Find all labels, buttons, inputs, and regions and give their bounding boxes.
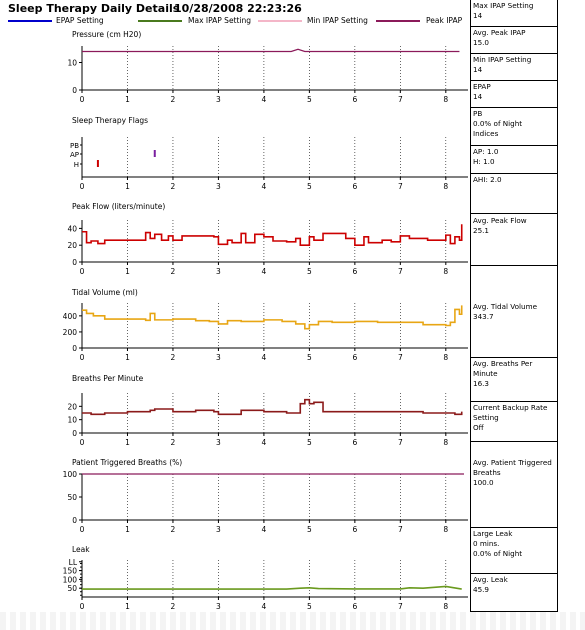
x-tick-label-leak: 3 — [216, 602, 221, 611]
x-tick-label-tidal: 3 — [216, 353, 221, 362]
stat-cell — [471, 54, 557, 81]
x-tick-label-breaths: 4 — [261, 438, 267, 447]
y-tick-label-leak: 100 — [62, 575, 77, 585]
x-tick-label-breaths: 0 — [79, 438, 85, 447]
y-tick-label-tidal: 200 — [62, 327, 77, 337]
stat-cell — [471, 442, 557, 528]
legend-label-peak-ipap: Peak IPAP — [426, 16, 463, 25]
stat-line: Setting — [473, 413, 499, 422]
chart-title-peakflow: Peak Flow (liters/minute) — [72, 202, 166, 211]
stat-line: 0.0% of Night — [473, 119, 523, 128]
stat-cell — [471, 146, 557, 174]
stat-line: AP: 1.0 — [473, 147, 499, 156]
x-tick-label-tidal: 7 — [397, 353, 403, 362]
x-tick-label-flags: 6 — [352, 182, 358, 191]
series-line-leak — [82, 586, 462, 589]
stat-line: Avg. Leak — [473, 575, 508, 584]
x-tick-label-flags: 8 — [443, 182, 449, 191]
x-tick-label-peakflow: 2 — [170, 267, 176, 276]
x-tick-label-pressure: 8 — [443, 95, 449, 104]
x-tick-label-flags: 0 — [79, 182, 85, 191]
x-tick-label-leak: 4 — [261, 602, 267, 611]
x-tick-label-tidal: 8 — [443, 353, 449, 362]
chart-title-breaths: Breaths Per Minute — [72, 374, 144, 383]
x-tick-label-leak: 5 — [306, 602, 312, 611]
chart-title-triggered: Patient Triggered Breaths (%) — [72, 458, 183, 467]
x-tick-label-peakflow: 3 — [216, 267, 221, 276]
flag-mark-h — [97, 160, 99, 167]
y-tick-label-pressure: 10 — [67, 58, 77, 68]
y-tick-label-peakflow: 20 — [67, 241, 77, 251]
flag-mark-ap — [154, 150, 156, 157]
x-tick-label-pressure: 3 — [216, 95, 221, 104]
flag-label-h: H — [73, 161, 79, 169]
series-line-peakflow — [82, 224, 462, 245]
stat-line: 0.0% of Night — [473, 549, 523, 558]
legend-label-min-ipap: Min IPAP Setting — [307, 16, 368, 25]
stat-cell — [471, 214, 557, 266]
y-tick-label-peakflow: 0 — [72, 258, 77, 267]
stat-line: Current Backup Rate — [473, 403, 548, 412]
x-tick-label-flags: 1 — [125, 182, 130, 191]
chart-title-pressure: Pressure (cm H20) — [72, 30, 142, 39]
x-tick-label-leak: 6 — [352, 602, 358, 611]
series-line-breaths — [82, 400, 462, 415]
x-tick-label-leak: 1 — [125, 602, 130, 611]
y-tick-label-triggered: 100 — [62, 470, 77, 479]
stat-cell — [471, 266, 557, 358]
x-tick-label-leak: 0 — [79, 602, 85, 611]
x-tick-label-breaths: 6 — [352, 438, 358, 447]
stat-line: Large Leak — [473, 529, 513, 538]
chart-title-flags: Sleep Therapy Flags — [72, 116, 149, 125]
flag-label-ap: AP — [69, 151, 79, 159]
stat-cell — [471, 81, 557, 108]
x-tick-label-breaths: 8 — [443, 438, 449, 447]
x-tick-label-triggered: 1 — [125, 525, 130, 534]
x-tick-label-tidal: 1 — [125, 353, 130, 362]
stat-line: 343.7 — [473, 312, 494, 321]
stat-line: Avg. Patient Triggered — [473, 458, 552, 467]
stat-line: Off — [473, 423, 484, 432]
stat-line: Avg. Peak IPAP — [473, 28, 526, 37]
stat-cell — [471, 0, 557, 27]
chart-title-tidal: Tidal Volume (ml) — [72, 288, 138, 297]
x-tick-label-peakflow: 6 — [352, 267, 358, 276]
x-tick-label-triggered: 4 — [261, 525, 267, 534]
x-tick-label-breaths: 1 — [125, 438, 130, 447]
stat-line: Indices — [473, 129, 499, 138]
stat-cell — [471, 574, 557, 612]
y-tick-label-leak: 50 — [67, 584, 77, 594]
x-tick-label-peakflow: 0 — [79, 267, 85, 276]
x-tick-label-triggered: 7 — [397, 525, 403, 534]
stat-line: PB — [473, 109, 483, 118]
y-tick-label-triggered: 0 — [72, 516, 77, 525]
y-tick-label-breaths: 0 — [72, 429, 77, 438]
stat-cell — [471, 27, 557, 54]
x-tick-label-flags: 4 — [261, 182, 267, 191]
y-tick-label-tidal: 0 — [72, 344, 77, 353]
y-tick-label-leak: 150 — [62, 566, 77, 576]
chart-title-leak: Leak — [72, 545, 90, 554]
y-tick-label-triggered: 50 — [67, 493, 77, 502]
stat-line: 45.9 — [473, 585, 490, 594]
x-tick-label-peakflow: 5 — [306, 267, 312, 276]
stat-line: 25.1 — [473, 226, 490, 235]
stat-cell — [471, 402, 557, 442]
x-tick-label-peakflow: 7 — [397, 267, 403, 276]
y-tick-label-breaths: 10 — [67, 415, 77, 425]
x-tick-label-leak: 2 — [170, 602, 176, 611]
stat-cell — [471, 108, 557, 146]
stat-line: Minute — [473, 369, 498, 378]
x-tick-label-breaths: 5 — [306, 438, 312, 447]
x-tick-label-flags: 2 — [170, 182, 176, 191]
stat-line: Max IPAP Setting — [473, 1, 534, 10]
stat-line: 16.3 — [473, 379, 490, 388]
stat-cell — [471, 174, 557, 214]
x-tick-label-peakflow: 4 — [261, 267, 267, 276]
y-tick-label-leak: LL — [68, 557, 77, 567]
legend-label-max-ipap: Max IPAP Setting — [188, 16, 252, 25]
stat-line: Avg. Breaths Per — [473, 359, 533, 368]
stat-cell — [471, 528, 557, 574]
x-tick-label-pressure: 0 — [79, 95, 85, 104]
report-datetime: 10/28/2008 22:23:26 — [174, 2, 302, 15]
y-tick-label-pressure: 0 — [72, 86, 77, 95]
stat-line: Avg. Peak Flow — [473, 216, 527, 225]
series-line-pressure — [82, 49, 459, 51]
x-tick-label-tidal: 0 — [79, 353, 85, 362]
stat-line: Breaths — [473, 468, 501, 477]
y-tick-label-peakflow: 40 — [67, 224, 77, 234]
x-tick-label-triggered: 3 — [216, 525, 221, 534]
series-line-tidal — [82, 305, 462, 328]
x-tick-label-flags: 7 — [397, 182, 403, 191]
x-tick-label-triggered: 6 — [352, 525, 358, 534]
stat-cell — [471, 358, 557, 402]
x-tick-label-flags: 3 — [216, 182, 221, 191]
stat-line: 100.0 — [473, 478, 494, 487]
x-tick-label-triggered: 2 — [170, 525, 176, 534]
x-tick-label-leak: 8 — [443, 602, 449, 611]
stats-sidebar — [470, 0, 558, 612]
bottom-edge-strip — [0, 612, 585, 630]
x-tick-label-triggered: 5 — [306, 525, 312, 534]
stat-line: 14 — [473, 92, 483, 101]
x-tick-label-pressure: 1 — [125, 95, 130, 104]
x-tick-label-flags: 5 — [306, 182, 312, 191]
x-tick-label-peakflow: 8 — [443, 267, 449, 276]
x-tick-label-tidal: 4 — [261, 353, 267, 362]
report-title: Sleep Therapy Daily Details — [8, 2, 180, 15]
stat-line: Avg. Tidal Volume — [473, 302, 538, 311]
x-tick-label-leak: 7 — [397, 602, 403, 611]
x-tick-label-pressure: 6 — [352, 95, 358, 104]
stat-line: H: 1.0 — [473, 157, 495, 166]
x-tick-label-peakflow: 1 — [125, 267, 130, 276]
flag-label-pb: PB — [69, 142, 79, 150]
x-tick-label-triggered: 8 — [443, 525, 449, 534]
x-tick-label-tidal: 2 — [170, 353, 176, 362]
x-tick-label-pressure: 2 — [170, 95, 176, 104]
x-tick-label-breaths: 7 — [397, 438, 403, 447]
x-tick-label-triggered: 0 — [79, 525, 85, 534]
stat-line: 15.0 — [473, 38, 490, 47]
x-tick-label-tidal: 5 — [306, 353, 312, 362]
legend-label-epap: EPAP Setting — [56, 16, 104, 25]
stat-line: AHI: 2.0 — [473, 175, 502, 184]
x-tick-label-breaths: 2 — [170, 438, 176, 447]
x-tick-label-pressure: 4 — [261, 95, 267, 104]
stat-line: 14 — [473, 65, 483, 74]
y-tick-label-breaths: 20 — [67, 402, 77, 412]
stat-line: 0 mins. — [473, 539, 500, 548]
y-tick-label-tidal: 400 — [62, 311, 77, 321]
x-tick-label-tidal: 6 — [352, 353, 358, 362]
stat-line: 14 — [473, 11, 483, 20]
x-tick-label-pressure: 7 — [397, 95, 403, 104]
stat-line: EPAP — [473, 82, 491, 91]
x-tick-label-pressure: 5 — [306, 95, 312, 104]
stat-line: Min IPAP Setting — [473, 55, 532, 64]
x-tick-label-breaths: 3 — [216, 438, 221, 447]
